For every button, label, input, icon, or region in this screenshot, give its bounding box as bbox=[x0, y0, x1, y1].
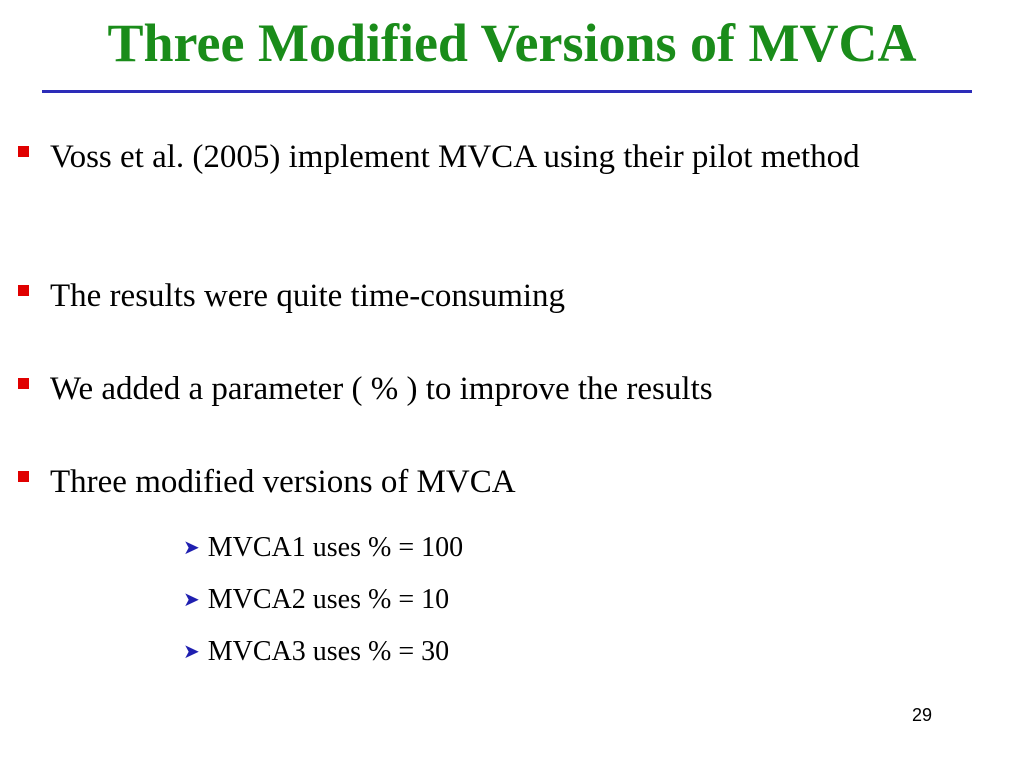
bullet-text: Voss et al. (2005) implement MVCA using their pilot method bbox=[50, 139, 860, 175]
bullet-text: Three modified versions of MVCA bbox=[50, 464, 516, 500]
sub-bullet-item bbox=[183, 582, 449, 618]
sub-bullet-text: MVCA2 uses % = 10 bbox=[207, 584, 450, 615]
arrow-bullet-icon: ➤ bbox=[183, 587, 200, 611]
arrow-bullet-icon: ➤ bbox=[183, 639, 200, 663]
sub-bullet-text: MVCA3 uses % = 30 bbox=[207, 636, 450, 667]
title-divider bbox=[42, 90, 972, 93]
bullet-text: We added a parameter ( % ) to improve the results bbox=[50, 371, 713, 407]
square-bullet-icon bbox=[18, 146, 29, 157]
bullet-item bbox=[18, 459, 918, 505]
square-bullet-icon bbox=[18, 285, 29, 296]
bullet-text: The results were quite time-consuming bbox=[50, 278, 566, 314]
slide-title: Three Modified Versions of MVCA bbox=[107, 13, 917, 73]
square-bullet-icon bbox=[18, 378, 29, 389]
bullet-item bbox=[18, 134, 918, 180]
sub-bullet-item bbox=[183, 530, 463, 566]
sub-bullet-text: MVCA1 uses % = 100 bbox=[207, 532, 464, 563]
bullet-item bbox=[18, 366, 918, 412]
square-bullet-icon bbox=[18, 471, 29, 482]
bullet-item bbox=[18, 273, 918, 319]
sub-bullet-item bbox=[183, 634, 449, 670]
arrow-bullet-icon: ➤ bbox=[183, 535, 200, 559]
page-number: 29 bbox=[912, 705, 933, 725]
